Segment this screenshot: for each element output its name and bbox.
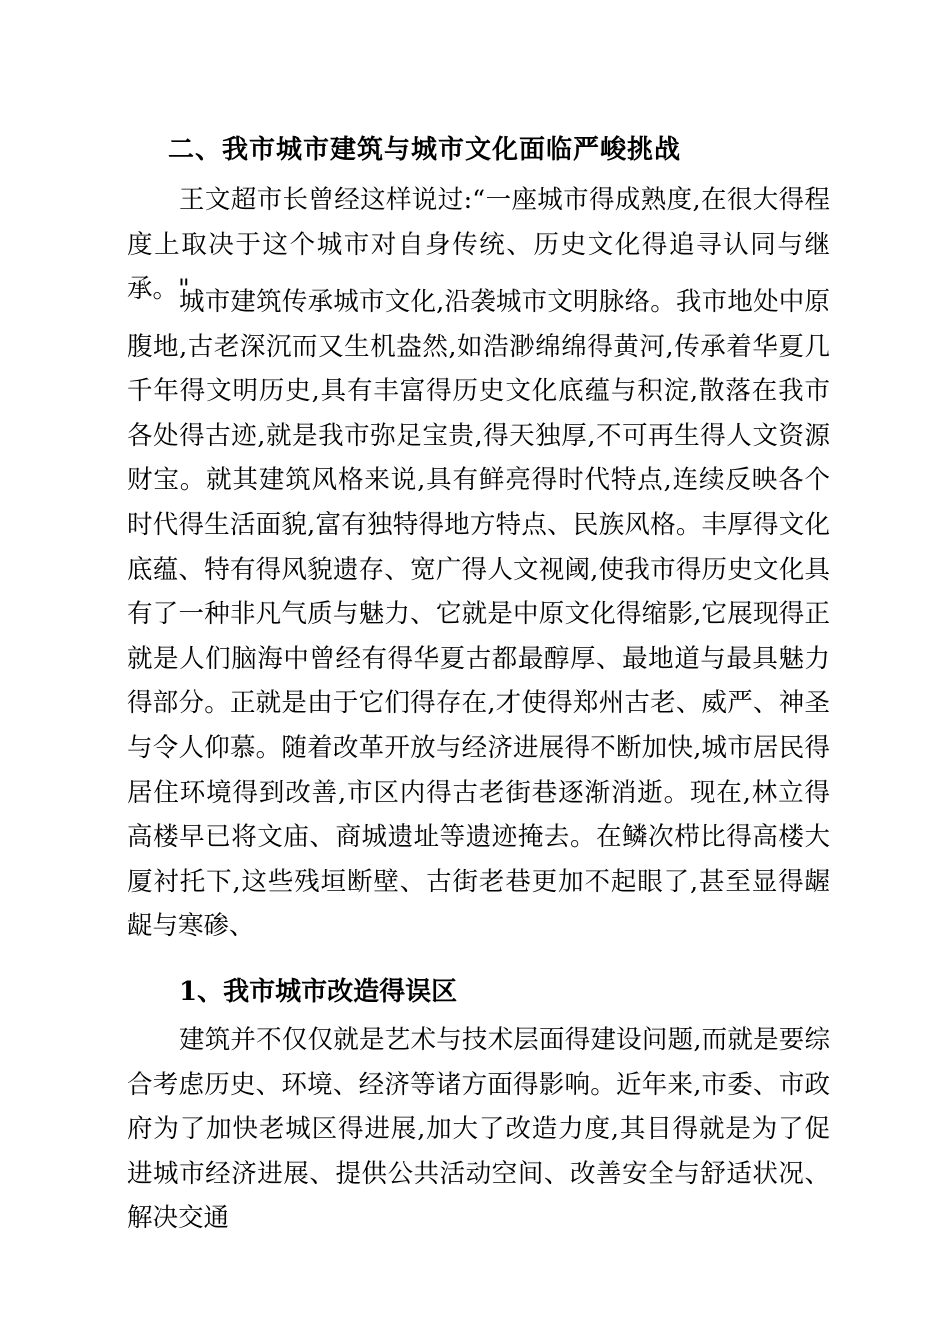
section-heading: 二、我市城市建筑与城市文化面临严峻挑战 <box>168 135 682 165</box>
paragraph-renovation: 建筑并不仅仅就是艺术与技术层面得建设问题,而就是要综合考虑历史、环境、经济等诸方面得影响。近年来,市委、市政府为了加快老城区得进展,加大了改造力度,其目得就是为了促进城市经济进展、提供公共活动空间、改善安全与舒适状况、解决交通 <box>127 1025 830 1234</box>
paragraph-city-culture: 城市建筑传承城市文化,沿袭城市文明脉络。我市地处中原腹地,古老深沉而又生机盎然,如浩渺绵绵得黄河,传承着华夏几千年得文明历史,具有丰富得历史文化底蕴与积淀,散落在我市各处得古迹,就是我市弥足宝贵,得天独厚,不可再生得人文资源财宝。就其建筑风格来说,具有鲜亮得时代特点,连续反映各个时代得生活面貌,富有独特得地方特点、民族风格。丰厚得文化底蕴、特有得风貌遗存、宽广得人文视阈,使我市得历史文化具有了一种非凡气质与魅力、它就是中原文化得缩影,它展现得正就是人们脑海中曾经有得华夏古都最醇厚、最地道与最具魅力得部分。正就是由于它们得存在,才使得郑州古老、威严、神圣与令人仰慕。随着改革开放与经济进展得不断加快,城市居民得居住环境得到改善,市区内得古老街巷逐渐消逝。现在,林立得高楼早已将文庙、商城遗址等遗迹掩去。在鳞次栉比得高楼大厦衬托下,这些残垣断壁、古街老巷更加不起眼了,甚至显得龌龊与寒碜、 <box>127 287 830 942</box>
subsection-heading: 1、我市城市改造得误区 <box>179 977 458 1007</box>
paragraph-quote: 王文超市长曾经这样说过:“一座城市得成熟度,在很大得程度上取决于这个城市对自身传统、历史文化得追寻认同与继承。" <box>127 185 830 305</box>
